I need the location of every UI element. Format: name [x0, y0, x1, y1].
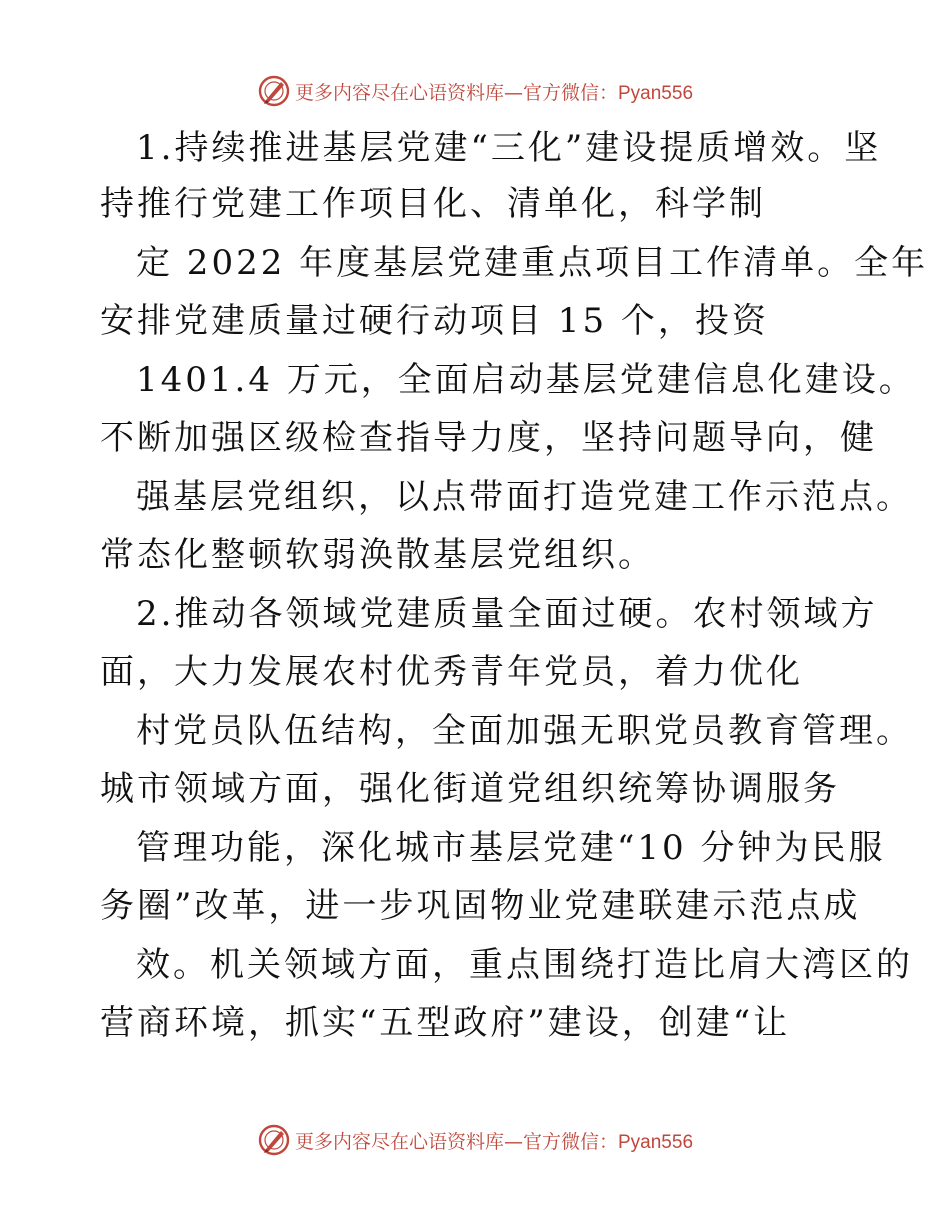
- text-line: 效。机关领域方面，重点围绕打造比肩大湾区的: [136, 945, 913, 985]
- pen-logo-icon: [257, 1123, 291, 1157]
- text-line: 定 2022 年度基层党建重点项目工作清单。全年: [136, 243, 929, 283]
- text-line: 常态化整顿软弱涣散基层党组织。: [100, 535, 655, 575]
- watermark-brand: 更多内容尽在心语资料库: [294, 1130, 504, 1153]
- text-line: 村党员队伍结构，全面加强无职党员教育管理。: [136, 711, 913, 751]
- text-line: 持推行党建工作项目化、清单化，科学制: [100, 184, 766, 224]
- text-line: 1401.4 万元，全面启动基层党建信息化建设。: [136, 360, 916, 400]
- footer-watermark: [0, 1120, 950, 1160]
- text-line: 强基层党组织，以点带面打造党建工作示范点。: [136, 477, 913, 517]
- text-line: 城市领域方面，强化街道党组织统筹协调服务: [100, 769, 840, 809]
- text-line: 面，大力发展农村优秀青年党员，着力优化: [100, 652, 803, 692]
- watermark-separator: —: [503, 1130, 523, 1153]
- watermark-separator: —: [503, 81, 523, 104]
- watermark-contact-id: Pyan556: [618, 1131, 694, 1153]
- text-line: 务圈”改革，进一步巩固物业党建联建示范点成: [100, 886, 861, 926]
- watermark-contact-label: 官方微信：: [522, 81, 618, 104]
- text-line: 2.推动各领域党建质量全面过硬。农村领域方: [136, 594, 878, 634]
- watermark-text: [295, 1127, 693, 1154]
- text-line: 营商环境，抓实“五型政府”建设，创建“让: [100, 1003, 791, 1043]
- text-line: 安排党建质量过硬行动项目 15 个，投资: [100, 301, 769, 341]
- watermark-contact-id: Pyan556: [618, 82, 694, 104]
- watermark-contact-label: 官方微信：: [522, 1130, 618, 1153]
- text-line: 不断加强区级检查指导力度，坚持问题导向，健: [100, 418, 877, 458]
- text-line: 1.持续推进基层党建“三化”建设提质增效。坚: [136, 128, 882, 168]
- watermark-brand: 更多内容尽在心语资料库: [294, 81, 504, 104]
- text-line: 管理功能，深化城市基层党建“10 分钟为民服: [136, 828, 886, 868]
